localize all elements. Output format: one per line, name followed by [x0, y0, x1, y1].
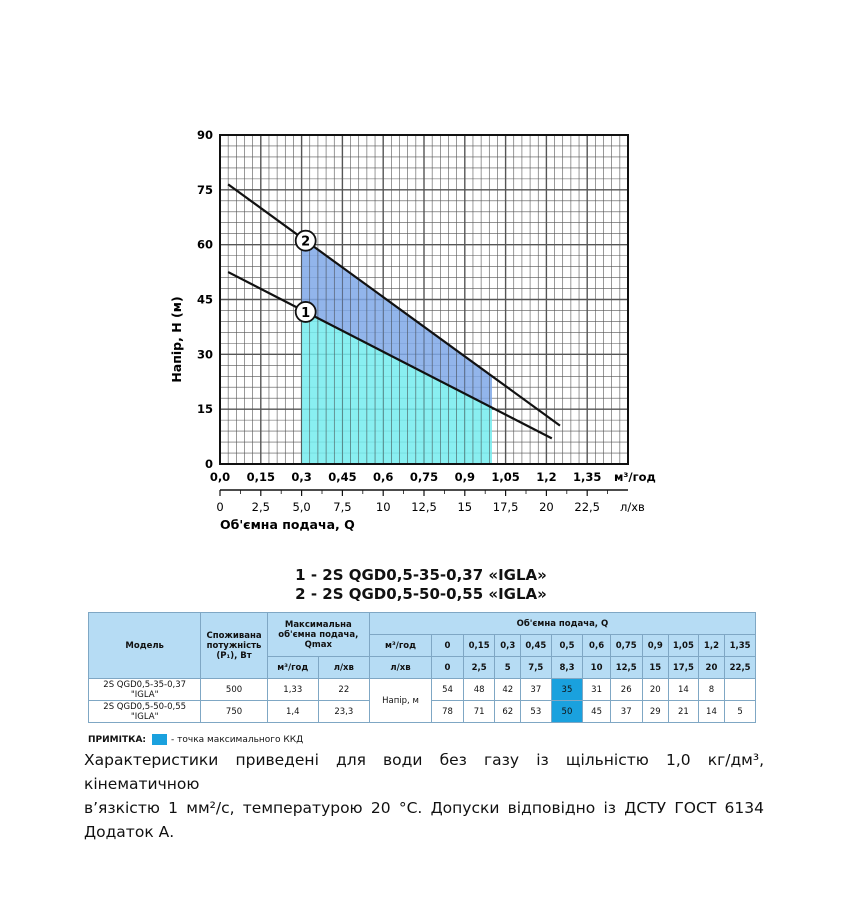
head-value-cell: 50 [551, 701, 583, 723]
row-label-lmin: л/хв [369, 657, 431, 679]
header-qmax-lmin: л/хв [318, 657, 369, 679]
head-value-cell: 78 [432, 701, 464, 723]
x-tick-label-lmin: 17,5 [492, 500, 519, 514]
flow-lmin-cell: 0 [432, 657, 464, 679]
head-value-cell: 5 [725, 701, 756, 723]
header-flow: Об'ємна подача, Q [369, 613, 755, 635]
header-model: Модель [89, 613, 201, 679]
flow-lmin-cell: 22,5 [725, 657, 756, 679]
head-value-cell: 45 [583, 701, 611, 723]
head-value-cell: 21 [669, 701, 699, 723]
note [88, 734, 303, 745]
x-tick-label-lmin: 7,5 [333, 500, 352, 514]
head-value-cell [725, 679, 756, 701]
y-tick-label: 15 [196, 402, 213, 417]
flow-m3h-cell: 0,3 [495, 635, 521, 657]
x-tick-label-lmin: 0 [216, 500, 224, 514]
x-tick-label-lmin: 10 [375, 500, 391, 514]
head-value-cell: 37 [521, 679, 552, 701]
head-label-cell: Напір, м [369, 679, 431, 723]
x-axis-title: Об'ємна подача, Q [220, 517, 355, 532]
head-value-cell: 54 [432, 679, 464, 701]
head-value-cell: 71 [463, 701, 495, 723]
model-cell: 2S QGD0,5-50-0,55 "IGLA" [89, 701, 201, 723]
x-tick-label-m3h: 0,75 [409, 470, 439, 484]
x-tick-label-m3h: 0,0 [209, 470, 231, 484]
head-value-cell: 14 [698, 701, 725, 723]
y-tick-label: 75 [196, 182, 213, 197]
y-tick-label: 30 [196, 347, 213, 362]
x-unit-m3h: м³/год [614, 470, 656, 484]
head-value-cell: 26 [610, 679, 642, 701]
head-value-cell: 35 [551, 679, 583, 701]
head-value-cell: 42 [495, 679, 521, 701]
flow-lmin-cell: 20 [698, 657, 725, 679]
x-tick-label-lmin: 2,5 [251, 500, 270, 514]
head-value-cell: 8 [698, 679, 725, 701]
flow-lmin-cell: 2,5 [463, 657, 495, 679]
model-line-2: 2 - 2S QGD0,5-50-0,55 «IGLA» [295, 585, 547, 603]
x-tick-label-lmin: 12,5 [411, 500, 437, 514]
spec-table [88, 612, 756, 723]
x-tick-label-m3h: 0,3 [291, 470, 312, 484]
footer-text [84, 748, 764, 844]
y-axis-title: Напір, Н (м) [169, 296, 184, 383]
qmax-m3-cell: 1,4 [267, 701, 318, 723]
model-line-1: 1 - 2S QGD0,5-35-0,37 «IGLA» [295, 566, 547, 584]
y-tick-label: 0 [204, 457, 213, 471]
flow-m3h-cell: 0,15 [463, 635, 495, 657]
model-cell: 2S QGD0,5-35-0,37 "IGLA" [89, 679, 201, 701]
head-value-cell: 53 [521, 701, 552, 723]
max-efficiency-swatch [152, 734, 167, 745]
x-tick-label-m3h: 0,15 [246, 470, 275, 484]
x-tick-label-m3h: 0,9 [454, 470, 475, 484]
flow-m3h-cell: 0,9 [642, 635, 669, 657]
x-unit-lmin: л/хв [620, 500, 645, 514]
flow-m3h-cell: 0 [432, 635, 464, 657]
qmax-lmin-cell: 23,3 [318, 701, 369, 723]
head-value-cell: 14 [669, 679, 699, 701]
head-value-cell: 62 [495, 701, 521, 723]
y-tick-label: 45 [196, 292, 213, 307]
head-value-cell: 48 [463, 679, 495, 701]
curve-marker-label: 1 [301, 305, 311, 321]
flow-m3h-cell: 1,05 [669, 635, 699, 657]
x-tick-label-lmin: 20 [539, 500, 554, 514]
header-power: Споживана потужність (P₁), Вт [201, 613, 267, 679]
row-label-m3h: м³/год [369, 635, 431, 657]
y-tick-label: 90 [196, 128, 213, 142]
head-value-cell: 31 [583, 679, 611, 701]
flow-lmin-cell: 5 [495, 657, 521, 679]
note-label: ПРИМІТКА: [88, 734, 147, 745]
table-row [89, 679, 756, 701]
x-tick-label-lmin: 22,5 [574, 500, 601, 514]
flow-m3h-cell: 0,75 [610, 635, 642, 657]
flow-m3h-cell: 1,35 [725, 635, 756, 657]
flow-lmin-cell: 17,5 [669, 657, 699, 679]
head-value-cell: 29 [642, 701, 669, 723]
header-qmax-m3: м³/год [267, 657, 318, 679]
curve-marker-label: 2 [301, 234, 311, 250]
flow-lmin-cell: 10 [583, 657, 611, 679]
flow-lmin-cell: 7,5 [521, 657, 552, 679]
flow-lmin-cell: 12,5 [610, 657, 642, 679]
x-tick-label-m3h: 0,45 [328, 470, 357, 484]
x-tick-label-m3h: 1,2 [536, 470, 557, 484]
flow-lmin-cell: 15 [642, 657, 669, 679]
power-cell: 500 [201, 679, 267, 701]
x-tick-label-lmin: 5,0 [292, 500, 311, 514]
head-value-cell: 20 [642, 679, 669, 701]
flow-m3h-cell: 1,2 [698, 635, 725, 657]
flow-m3h-cell: 0,5 [551, 635, 583, 657]
y-tick-label: 60 [196, 237, 213, 252]
footer-line-2: в’язкістю 1 мм²/с, температурою 20 °С. Допуски відповідно із ДСТУ ГОСТ 6134 Додаток А. [84, 799, 764, 841]
note-text: - точка максимального ККД [171, 734, 304, 745]
qmax-lmin-cell: 22 [318, 679, 369, 701]
x-tick-label-lmin: 15 [457, 500, 473, 514]
x-tick-label-m3h: 1,35 [573, 470, 602, 484]
flow-lmin-cell: 8,3 [551, 657, 583, 679]
footer-line-1: Характеристики приведені для води без газу із щільністю 1,0 кг/дм³, кінематичною [84, 751, 764, 793]
header-qmax: Максимальна об'ємна подача, Qmax [267, 613, 369, 657]
flow-m3h-cell: 0,6 [583, 635, 611, 657]
efficiency-zone [302, 238, 492, 464]
power-cell: 750 [201, 701, 267, 723]
x-tick-label-m3h: 0,6 [373, 470, 394, 484]
x-tick-label-m3h: 1,05 [491, 470, 520, 484]
head-value-cell: 37 [610, 701, 642, 723]
flow-m3h-cell: 0,45 [521, 635, 552, 657]
qmax-m3-cell: 1,33 [267, 679, 318, 701]
